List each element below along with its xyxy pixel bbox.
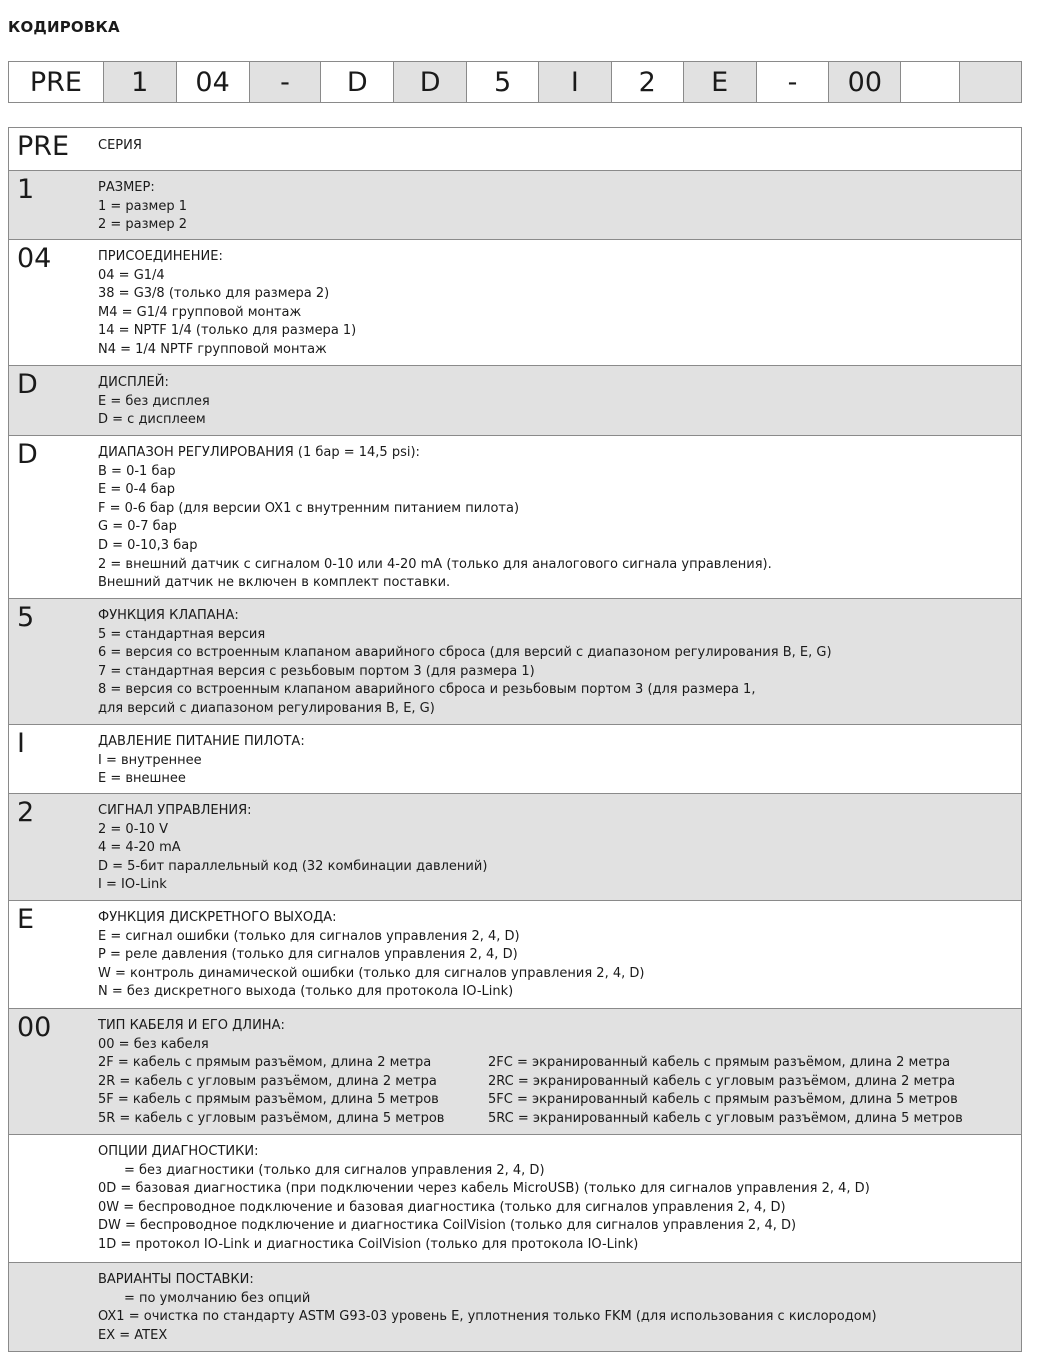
option-line: для версий с диапазоном регулирования B, E, G) (98, 700, 435, 716)
code-cell-series: PRE (9, 62, 104, 102)
row-heading: РАЗМЕР: (98, 180, 155, 195)
table-row-range (9, 436, 1021, 599)
option-line: F = 0-6 бар (для версии OX1 с внутренним питанием пилота) (98, 500, 520, 516)
option-line: B = 0-1 бар (98, 463, 176, 479)
page-title: КОДИРОВКА (8, 18, 120, 36)
option-line: 8 = версия со встроенным клапаном аварийного сброса и резьбовым портом 3 (для размера 1, (98, 682, 756, 698)
row-code: 00 (17, 1012, 52, 1043)
table-row-pilot (9, 725, 1021, 794)
row-code: I (17, 728, 25, 759)
row-code: 04 (17, 243, 52, 274)
row-heading: ДИАПАЗОН РЕГУЛИРОВАНИЯ (1 бар = 14,5 psi): (98, 445, 420, 460)
option-line: EX = ATEX (98, 1327, 168, 1343)
code-cell-range: D (394, 62, 467, 102)
row-code: 2 (17, 797, 35, 828)
option-line: 4 = 4-20 mA (98, 840, 181, 856)
option-line: P = реле давления (только для сигналов управления 2, 4, D) (98, 947, 518, 963)
table-row-control-signal (9, 794, 1021, 901)
row-heading: ВАРИАНТЫ ПОСТАВКИ: (98, 1272, 254, 1287)
option-line: 5FC = экранированный кабель с прямым разъёмом, длина 5 метров (488, 1092, 958, 1108)
table-row-valve-function (9, 599, 1021, 725)
code-cell-valve-function: 5 (467, 62, 539, 102)
option-line: W = контроль динамической ошибки (только для сигналов управления 2, 4, D) (98, 965, 645, 981)
option-line: 2 = внешний датчик с сигналом 0-10 или 4-20 mA (только для аналогового сигнала управления). (98, 556, 772, 572)
option-line: 2RC = экранированный кабель с угловым разъёмом, длина 2 метра (488, 1073, 956, 1089)
option-line: 2FC = экранированный кабель с прямым разъёмом, длина 2 метра (488, 1055, 951, 1071)
row-code (9, 1263, 98, 1351)
row-heading: СЕРИЯ (98, 138, 142, 153)
row-heading: ПРИСОЕДИНЕНИЕ: (98, 249, 223, 264)
cable-option-pair (98, 1073, 1021, 1092)
row-code: PRE (17, 131, 70, 162)
option-line: G = 0-7 бар (98, 519, 177, 535)
option-line: I = внутреннее (98, 752, 202, 768)
table-row-variants (9, 1263, 1021, 1351)
option-line: OX1 = очистка по стандарту ASTM G93-03 уровень E, уплотнения только FKM (для использования с кислородом) (98, 1309, 877, 1325)
option-line: DW = беспроводное подключение и диагностика CoilVision (только для сигналов управления 2, 4, D) (98, 1218, 797, 1234)
code-cell-variants (960, 62, 1021, 102)
option-line: D = с дисплеем (98, 412, 206, 428)
table-row-connection (9, 240, 1021, 366)
code-cell-control-signal: 2 (612, 62, 684, 102)
row-code: 1 (17, 174, 35, 205)
option-line: 38 = G3/8 (только для размера 2) (98, 286, 330, 302)
code-cell-output: E (684, 62, 757, 102)
code-cell-cable: 00 (829, 62, 901, 102)
option-line: E = внешнее (98, 771, 186, 787)
option-line: 2 = размер 2 (98, 217, 188, 233)
row-heading: ФУНКЦИЯ КЛАПАНА: (98, 608, 239, 623)
row-heading: ОПЦИИ ДИАГНОСТИКИ: (98, 1144, 259, 1159)
option-line: M4 = G1/4 групповой монтаж (98, 304, 302, 320)
code-cell-connection: 04 (177, 62, 250, 102)
row-heading: ТИП КАБЕЛЯ И ЕГО ДЛИНА: (98, 1018, 285, 1033)
cable-option-pair (98, 1054, 1021, 1073)
table-row-diagnostics (9, 1135, 1021, 1263)
option-line: 14 = NPTF 1/4 (только для размера 1) (98, 323, 357, 339)
row-code: D (17, 439, 38, 470)
row-code (9, 1135, 98, 1262)
table-row-display (9, 366, 1021, 436)
option-line: 6 = версия со встроенным клапаном аварийного сброса (для версий с диапазоном регулирования B, E, G) (98, 645, 832, 661)
code-table (8, 127, 1022, 1352)
option-line: 2F = кабель с прямым разъёмом, длина 2 метра (98, 1055, 432, 1071)
option-line: 00 = без кабеля (98, 1036, 209, 1052)
code-cell-separator: - (250, 62, 322, 102)
row-heading: ДИСПЛЕЙ: (98, 375, 169, 390)
cable-option-pair (98, 1091, 1021, 1110)
row-heading: СИГНАЛ УПРАВЛЕНИЯ: (98, 803, 252, 818)
option-line: 0D = базовая диагностика (при подключении через кабель MicroUSB) (только для сигналов управления 2, 4, D) (98, 1181, 870, 1197)
option-line: 5F = кабель с прямым разъёмом, длина 5 метров (98, 1092, 439, 1108)
option-line: = без диагностики (только для сигналов управления 2, 4, D) (124, 1162, 545, 1178)
option-line: 1 = размер 1 (98, 198, 188, 214)
option-line: E = сигнал ошибки (только для сигналов управления 2, 4, D) (98, 928, 520, 944)
option-line: 2R = кабель с угловым разъёмом, длина 2 метра (98, 1073, 437, 1089)
option-line: N4 = 1/4 NPTF групповой монтаж (98, 341, 327, 357)
option-line: 2 = 0-10 V (98, 821, 168, 837)
option-line: N = без дискретного выхода (только для протокола IO-Link) (98, 984, 514, 1000)
option-line: 7 = стандартная версия с резьбовым портом 3 (для размера 1) (98, 663, 535, 679)
option-line: 5 = стандартная версия (98, 626, 266, 642)
option-line: D = 0-10,3 бар (98, 537, 198, 553)
option-line: I = IO-Link (98, 877, 167, 893)
row-heading: ДАВЛЕНИЕ ПИТАНИЕ ПИЛОТА: (98, 734, 305, 749)
option-line: D = 5-бит параллельный код (32 комбинации давлений) (98, 858, 488, 874)
row-code: D (17, 369, 38, 400)
cable-option-pair (98, 1110, 1021, 1129)
option-line: E = 0-4 бар (98, 482, 175, 498)
table-row-cable (9, 1009, 1021, 1135)
code-cell-separator: - (757, 62, 830, 102)
table-row-output (9, 901, 1021, 1009)
option-line: Внешний датчик не включен в комплект поставки. (98, 575, 451, 591)
option-line: 5R = кабель с угловым разъёмом, длина 5 метров (98, 1110, 445, 1126)
option-line: = по умолчанию без опций (124, 1290, 311, 1306)
code-cell-size: 1 (104, 62, 177, 102)
option-line: E = без дисплея (98, 393, 210, 409)
ordering-code-bar (8, 61, 1022, 103)
code-cell-diagnostics (901, 62, 960, 102)
row-heading: ФУНКЦИЯ ДИСКРЕТНОГО ВЫХОДА: (98, 910, 337, 925)
code-cell-display: D (321, 62, 394, 102)
table-row-series (9, 128, 1021, 171)
option-line: 04 = G1/4 (98, 267, 165, 283)
option-line: 1D = протокол IO-Link и диагностика CoilVision (только для протокола IO-Link) (98, 1236, 639, 1252)
table-row-size (9, 171, 1021, 240)
row-code: E (17, 904, 35, 935)
option-line: 5RC = экранированный кабель с угловым разъёмом, длина 5 метров (488, 1110, 963, 1126)
code-cell-pilot: I (539, 62, 612, 102)
row-code: 5 (17, 602, 35, 633)
option-line: 0W = беспроводное подключение и базовая диагностика (только для сигналов управления 2, 4, D) (98, 1199, 786, 1215)
